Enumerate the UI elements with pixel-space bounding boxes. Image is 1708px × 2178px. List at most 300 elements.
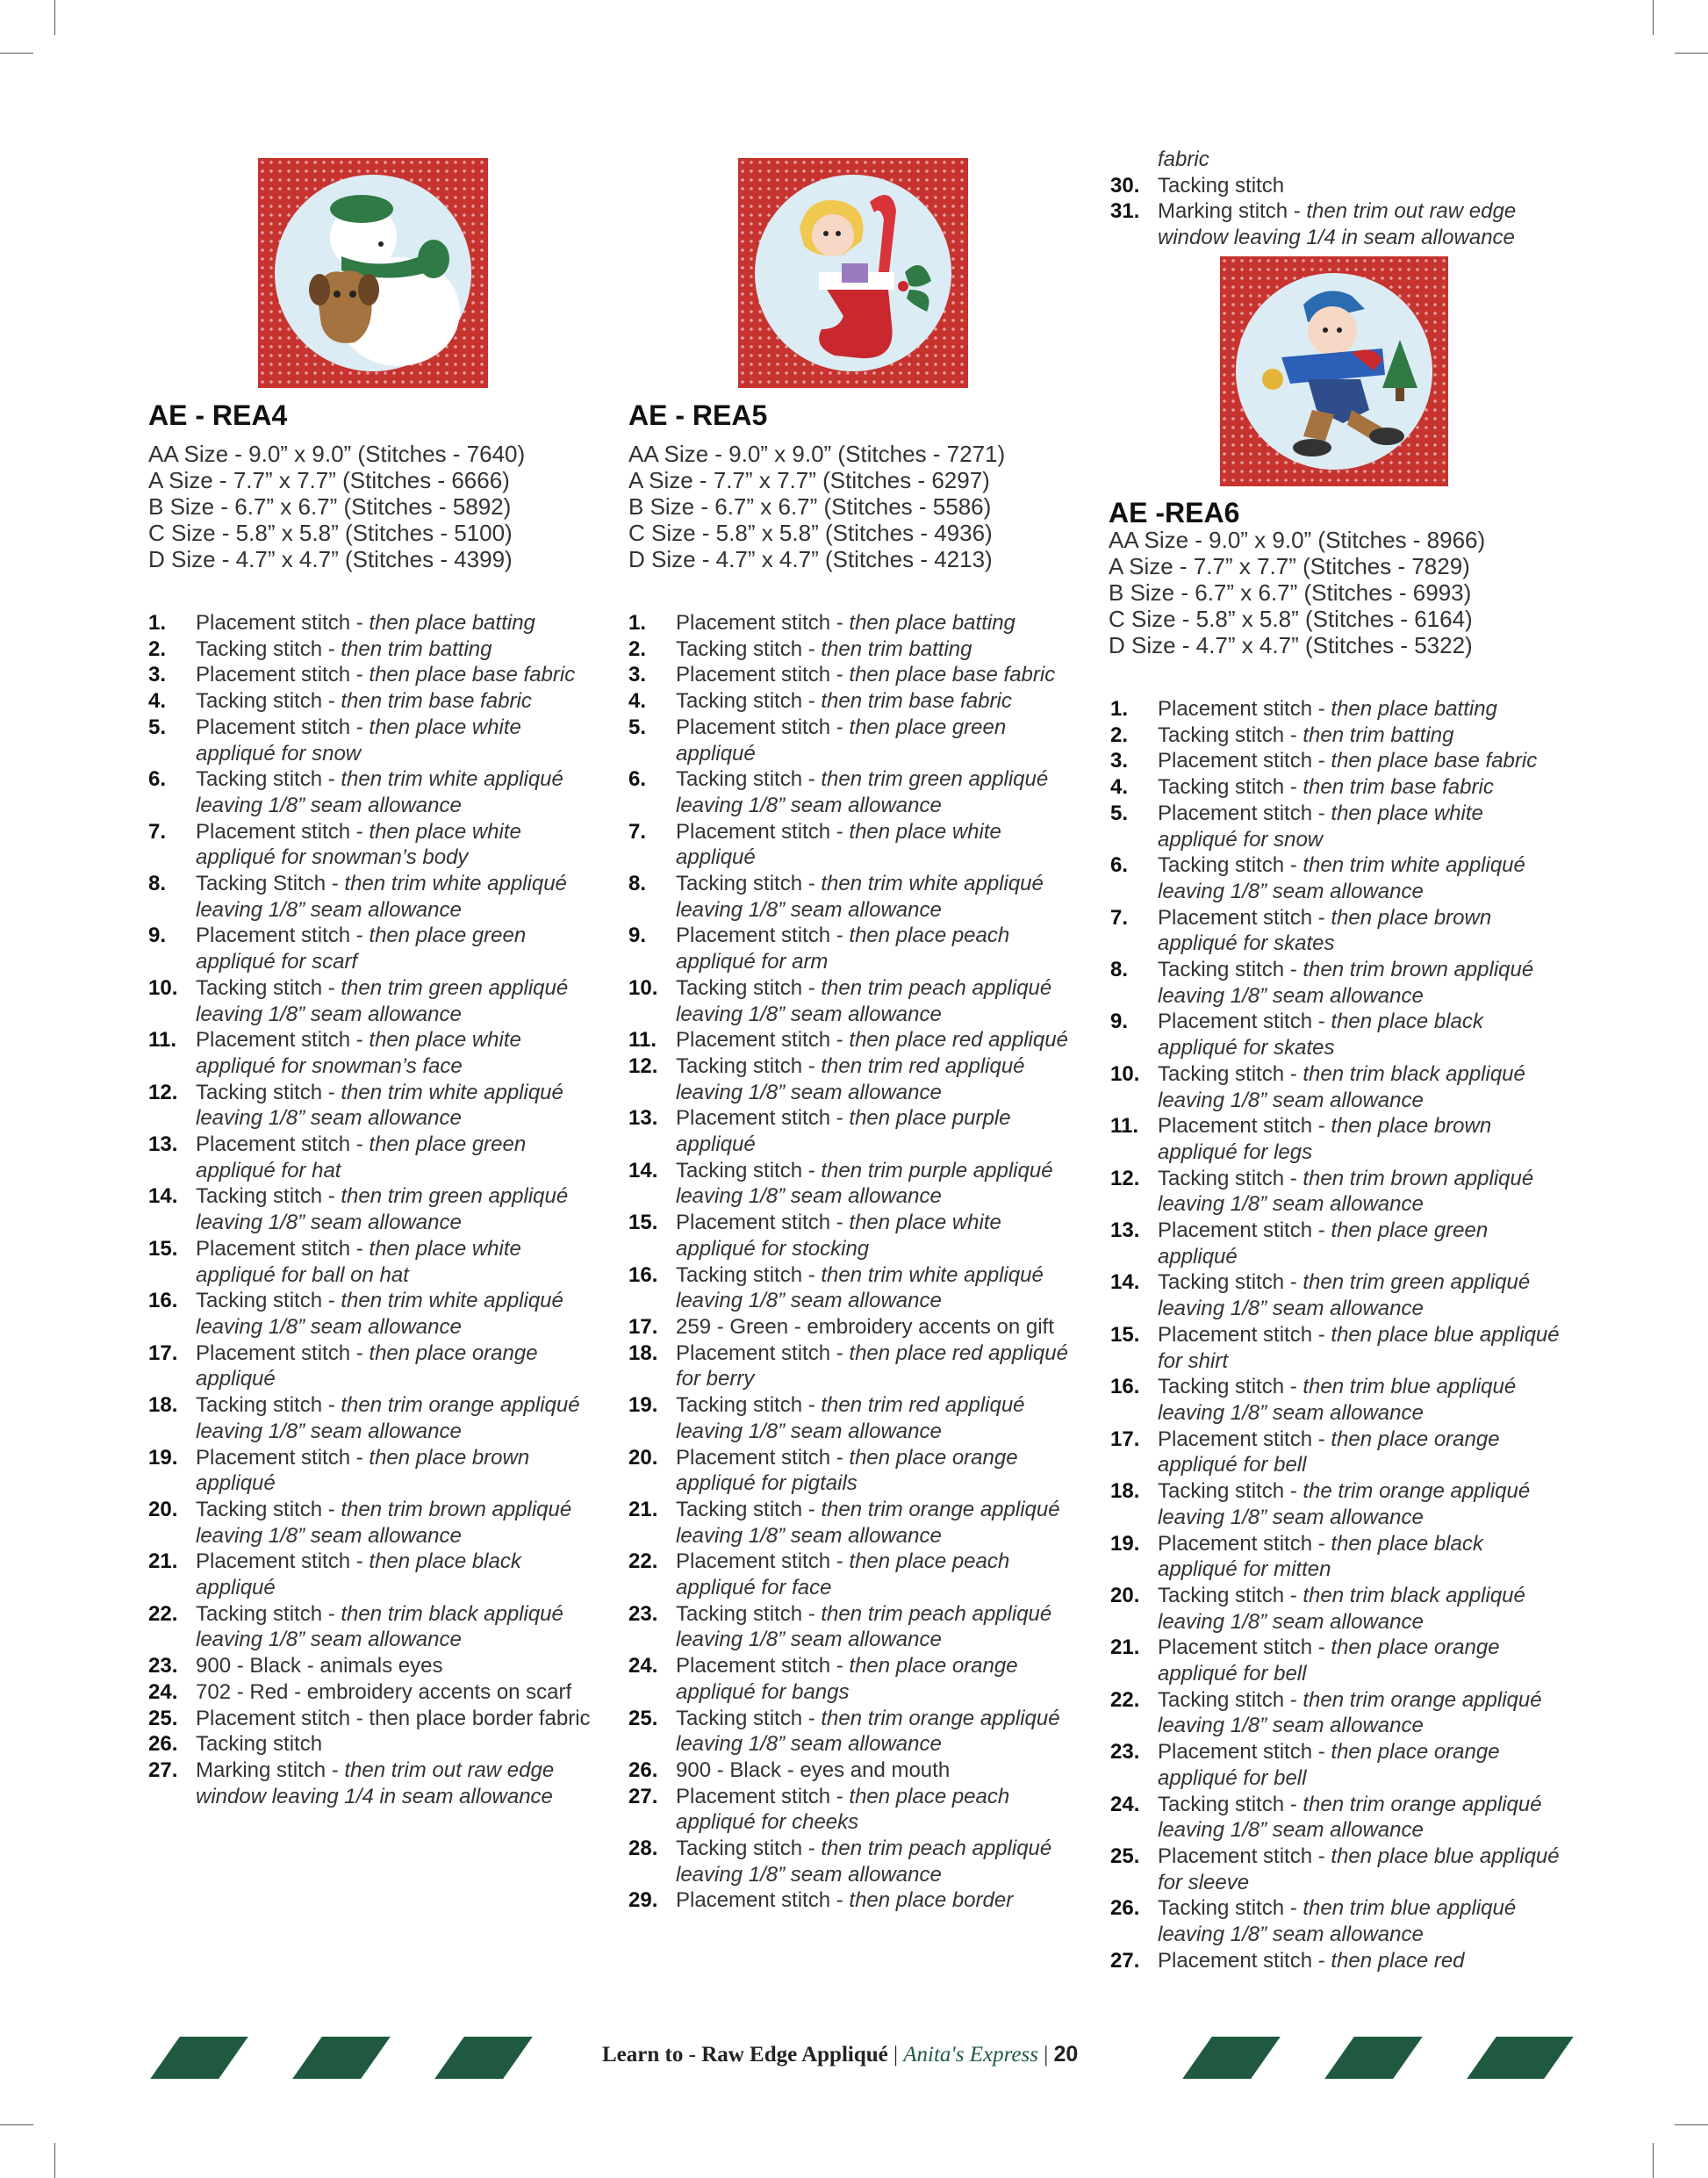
- step-number: 8.: [628, 872, 647, 896]
- size-item: D Size - 4.7” x 4.7” (Stitches - 4213): [628, 546, 993, 572]
- step-action: Placement stitch -: [676, 611, 850, 635]
- step-action: Placement stitch -: [1158, 1427, 1331, 1451]
- design-title-rea5: AE - REA5: [628, 399, 768, 431]
- design-image-rea5: [738, 158, 968, 388]
- step-action: Placement stitch -: [676, 819, 850, 844]
- step-number: 27.: [148, 1757, 178, 1782]
- step-action: Placement stitch -: [1158, 1010, 1331, 1034]
- step-item: [148, 1183, 596, 1235]
- step-action: Placement stitch -: [676, 1888, 850, 1913]
- step-instruction: then trim green appliqué leaving 1/8” seam allowance: [196, 1184, 569, 1235]
- step-instruction: then place batting: [849, 611, 1015, 635]
- step-item: [1110, 1478, 1567, 1530]
- step-item: [148, 1236, 596, 1288]
- step-item: [628, 1105, 1085, 1157]
- step-item: [1110, 774, 1567, 801]
- step-instruction: then trim brown appliqué leaving 1/8” seam allowance: [1158, 1166, 1534, 1217]
- step-action: Marking stitch -: [1158, 199, 1307, 224]
- step-number: 7.: [628, 819, 647, 844]
- step-action: Marking stitch -: [196, 1757, 345, 1782]
- step-instruction: then place brown appliqué for skates: [1158, 905, 1492, 956]
- step-item: [1110, 1009, 1567, 1060]
- step-instruction: then trim black appliqué leaving 1/8” seam allowance: [1158, 1583, 1525, 1634]
- step-instruction: then place blue appliqué for shirt: [1158, 1322, 1560, 1373]
- step-item: [628, 1836, 1085, 1887]
- step-action: Tacking stitch -: [1158, 1375, 1303, 1399]
- step-instruction: then place white appliqué for snow: [196, 715, 521, 766]
- step-instruction: then trim orange appliqué leaving 1/8” seam allowance: [1158, 1792, 1542, 1843]
- step-action: Placement stitch -: [196, 1549, 370, 1574]
- footer-separator: -: [683, 2043, 702, 2067]
- footer-brand: Anita's Express: [903, 2043, 1038, 2067]
- step-number: 10.: [1110, 1061, 1140, 1086]
- step-instruction: then trim white appliqué leaving 1/8” seam allowance: [196, 1289, 563, 1339]
- step-number: 19.: [1110, 1531, 1140, 1556]
- step-instruction: then trim green appliqué leaving 1/8” seam allowance: [196, 975, 569, 1026]
- step-number: 9.: [1110, 1010, 1129, 1034]
- step-instruction: then place red appliqué for berry: [676, 1341, 1068, 1391]
- step-number: 13.: [628, 1106, 658, 1131]
- step-number: 5.: [1110, 801, 1129, 825]
- step-action: Placement stitch -: [196, 1132, 370, 1157]
- step-item: [628, 1262, 1085, 1314]
- design-image-rea6: [1220, 256, 1448, 486]
- step-action: Tacking stitch -: [1158, 1583, 1303, 1607]
- step-number: 12.: [1110, 1166, 1140, 1190]
- size-item: C Size - 5.8” x 5.8” (Stitches - 6164): [1109, 606, 1473, 632]
- step-item: [628, 1757, 1085, 1784]
- step-number: 26.: [628, 1757, 658, 1782]
- step-number: 15.: [1110, 1322, 1140, 1347]
- step-item: [1110, 1269, 1567, 1321]
- step-item: [628, 1784, 1085, 1836]
- step-item: [628, 1601, 1085, 1653]
- step-action: Placement stitch -: [676, 1341, 850, 1365]
- step-instruction: then trim brown appliqué leaving 1/8” seam allowance: [196, 1497, 572, 1548]
- step-action: Tacking stitch -: [1158, 1061, 1303, 1086]
- step-item: [1110, 696, 1567, 722]
- step-number: 5.: [628, 715, 647, 739]
- step-item: [1110, 198, 1567, 250]
- step-action: Placement stitch -: [196, 611, 370, 635]
- skater-boy-applique-icon: [1220, 256, 1448, 486]
- step-number: 22.: [628, 1549, 658, 1574]
- step-item: [628, 923, 1085, 974]
- step-list-rea5: [628, 610, 1085, 1914]
- step-number: 18.: [628, 1341, 658, 1365]
- step-item: [1110, 1374, 1567, 1426]
- step-action: Placement stitch -: [1158, 801, 1331, 825]
- step-item: [148, 975, 596, 1027]
- step-action: Tacking stitch -: [676, 872, 822, 896]
- step-instruction: then place brown appliqué: [196, 1445, 530, 1496]
- step-instruction: then place base fabric: [849, 663, 1056, 687]
- step-number: 3.: [628, 663, 647, 687]
- step-action: Placement stitch -: [676, 1549, 850, 1574]
- step-number: 5.: [148, 715, 167, 739]
- step-instruction: then trim out raw edge window leaving 1/4 in seam allowance: [196, 1757, 555, 1808]
- step-item: [148, 1288, 596, 1340]
- step-action: Placement stitch - then place border fabric: [196, 1706, 591, 1730]
- step-instruction: then place red appliqué: [849, 1028, 1068, 1053]
- step-number: 23.: [1110, 1740, 1140, 1765]
- step-instruction: then trim peach appliqué leaving 1/8” seam allowance: [676, 1837, 1052, 1887]
- step-item: [628, 1549, 1085, 1600]
- step-item: [1110, 1792, 1567, 1844]
- step-number: 9.: [148, 924, 167, 948]
- step-number: 7.: [148, 819, 167, 844]
- step-item: [148, 1679, 596, 1706]
- step-action: 900 - Black - eyes and mouth: [676, 1757, 951, 1782]
- step-action: Tacking stitch -: [196, 1289, 341, 1313]
- step-instruction: then trim blue appliqué leaving 1/8” seam allowance: [1158, 1896, 1517, 1947]
- step-action: Tacking stitch -: [196, 1497, 341, 1521]
- step-instruction: then place green appliqué: [1158, 1218, 1489, 1269]
- step-item: [148, 1706, 596, 1732]
- step-number: 17.: [1110, 1427, 1140, 1451]
- step-instruction: then trim green appliqué leaving 1/8” seam allowance: [676, 767, 1049, 817]
- step-action: Placement stitch -: [196, 924, 370, 948]
- step-number: 2.: [148, 636, 167, 661]
- step-number: 11.: [1110, 1114, 1139, 1139]
- step-item: [628, 1706, 1085, 1757]
- step-number: 26.: [148, 1732, 178, 1757]
- step-instruction: then trim batting: [821, 636, 972, 661]
- step-item: [628, 975, 1085, 1027]
- step-number: 24.: [148, 1679, 178, 1704]
- step-number: 12.: [148, 1080, 178, 1104]
- step-action: Placement stitch -: [1158, 697, 1331, 721]
- step-instruction: then trim white appliqué leaving 1/8” seam allowance: [676, 872, 1044, 922]
- step-action: Placement stitch -: [676, 1654, 850, 1678]
- snowman-dog-applique-icon: [258, 158, 488, 388]
- step-instruction: then trim peach appliqué leaving 1/8” seam allowance: [676, 975, 1052, 1026]
- step-instruction: then place green appliqué: [676, 715, 1007, 766]
- step-instruction: then trim brown appliqué leaving 1/8” seam allowance: [1158, 958, 1534, 1008]
- size-list-rea4: [148, 441, 605, 572]
- step-item: [1110, 1531, 1567, 1583]
- crop-mark: [1675, 2124, 1708, 2125]
- step-item: [148, 1549, 596, 1600]
- step-instruction: then trim white appliqué leaving 1/8” seam allowance: [676, 1262, 1044, 1313]
- footer-stripe: [1182, 2037, 1281, 2079]
- step-instruction: then place white appliqué for snowman’s body: [196, 819, 521, 870]
- step-item: [148, 662, 596, 688]
- step-item: [628, 1210, 1085, 1262]
- step-item: [1110, 852, 1567, 904]
- step-instruction: then trim green appliqué leaving 1/8” seam allowance: [1158, 1270, 1531, 1321]
- step-item: [148, 1027, 596, 1079]
- design-title-rea6: AE -REA6: [1109, 497, 1240, 528]
- step-action: Placement stitch -: [676, 1106, 850, 1131]
- step-number: 25.: [1110, 1844, 1140, 1868]
- step-item: [1110, 147, 1567, 173]
- step-instruction: then place green appliqué for hat: [196, 1132, 527, 1182]
- step-action: Tacking stitch -: [1158, 1270, 1303, 1295]
- step-number: 4.: [1110, 775, 1129, 800]
- step-instruction: then place blue appliqué for sleeve: [1158, 1844, 1560, 1894]
- step-number: 10.: [148, 975, 178, 1000]
- step-item: [1110, 1895, 1567, 1947]
- step-item: [148, 1757, 596, 1809]
- step-action: Placement stitch -: [1158, 1322, 1331, 1347]
- step-item: [1110, 722, 1567, 749]
- step-item: [628, 1341, 1085, 1392]
- step-number: 8.: [1110, 958, 1129, 982]
- size-item: AA Size - 9.0” x 9.0” (Stitches - 7271): [628, 441, 1006, 467]
- step-action: Tacking stitch -: [1158, 1792, 1303, 1816]
- step-item: [148, 923, 596, 974]
- step-item: [628, 1158, 1085, 1210]
- step-action: Tacking stitch -: [1158, 853, 1303, 878]
- step-instruction: then trim orange appliqué leaving 1/8” seam allowance: [1158, 1687, 1542, 1738]
- step-number: 19.: [628, 1393, 658, 1418]
- step-action: Placement stitch -: [196, 1028, 370, 1053]
- step-action: Placement stitch -: [196, 819, 370, 844]
- step-instruction: then place base fabric: [369, 663, 576, 687]
- step-item: [1110, 1218, 1567, 1269]
- step-action: Placement stitch -: [1158, 749, 1331, 773]
- design-image-rea4: [258, 158, 488, 388]
- crop-mark: [0, 53, 33, 54]
- step-instruction: then trim base fabric: [341, 689, 532, 714]
- step-number: 22.: [1110, 1687, 1140, 1712]
- step-instruction: then place peach appliqué for face: [676, 1549, 1010, 1600]
- size-item: B Size - 6.7” x 6.7” (Stitches - 6993): [1109, 579, 1472, 606]
- step-instruction: then place orange appliqué for bell: [1158, 1635, 1500, 1686]
- step-instruction: then place white appliqué for snowman’s face: [196, 1028, 521, 1078]
- step-action: Tacking stitch -: [1158, 722, 1303, 747]
- step-item: [148, 871, 596, 923]
- step-action: Placement stitch -: [676, 1028, 850, 1053]
- step-number: 19.: [148, 1445, 178, 1470]
- step-action: Tacking stitch -: [196, 1601, 341, 1626]
- step-number: 3.: [148, 663, 167, 687]
- footer-caption: Learn to - Raw Edge Appliqué | Anita's Express | 20: [602, 2042, 1079, 2067]
- step-number: 16.: [1110, 1375, 1140, 1399]
- step-item: [628, 1392, 1085, 1444]
- step-number: 21.: [148, 1549, 178, 1574]
- step-item: [1110, 1061, 1567, 1113]
- step-item: [1110, 957, 1567, 1009]
- step-number: 10.: [628, 975, 658, 1000]
- step-instruction: then place border: [849, 1888, 1014, 1913]
- step-number: 23.: [628, 1601, 658, 1626]
- step-instruction: then place black appliqué for skates: [1158, 1010, 1483, 1060]
- step-instruction: then place base fabric: [1331, 749, 1538, 773]
- step-number: 20.: [148, 1497, 178, 1521]
- size-item: D Size - 4.7” x 4.7” (Stitches - 5322): [1109, 632, 1473, 658]
- step-action: Placement stitch -: [1158, 1218, 1331, 1243]
- step-list-rea4: [148, 610, 596, 1809]
- step-action: Placement stitch -: [1158, 1948, 1331, 1973]
- step-item: [1110, 1583, 1567, 1635]
- step-action: Placement stitch -: [1158, 1531, 1331, 1556]
- step-number: 21.: [1110, 1635, 1140, 1660]
- step-instruction: then trim white appliqué leaving 1/8” seam allowance: [196, 767, 563, 817]
- crop-mark: [0, 2124, 33, 2125]
- step-number: 15.: [628, 1211, 658, 1235]
- size-item: C Size - 5.8” x 5.8” (Stitches - 5100): [148, 520, 513, 546]
- step-instruction: then trim batting: [1303, 722, 1454, 747]
- step-item: [628, 715, 1085, 766]
- step-action: Placement stitch -: [196, 663, 370, 687]
- step-number: 6.: [1110, 853, 1129, 878]
- step-item: [628, 1887, 1085, 1914]
- step-item: [1110, 748, 1567, 774]
- step-item: [628, 1027, 1085, 1053]
- step-number: 6.: [628, 767, 647, 792]
- step-number: 18.: [148, 1393, 178, 1418]
- step-instruction: then place batting: [369, 611, 535, 635]
- step-instruction: then trim out raw edge window leaving 1/4 in seam allowance: [1158, 199, 1517, 250]
- step-instruction: then place white appliqué for snow: [1158, 801, 1483, 852]
- step-item: [1110, 1739, 1567, 1791]
- step-action: Placement stitch -: [196, 715, 370, 739]
- step-instruction: then place orange appliqué for bell: [1158, 1427, 1500, 1477]
- step-item: [148, 1497, 596, 1549]
- step-instruction: then place orange appliqué for pigtails: [676, 1445, 1018, 1496]
- step-instruction: then place purple appliqué: [676, 1106, 1011, 1157]
- step-action: Tacking stitch -: [676, 689, 822, 714]
- step-instruction: then trim red appliqué leaving 1/8” seam allowance: [676, 1053, 1025, 1104]
- step-action: Tacking stitch -: [676, 975, 822, 1000]
- step-action: Tacking stitch -: [196, 636, 341, 661]
- step-item: [148, 610, 596, 636]
- continued-step-list-rea5: [1110, 147, 1567, 251]
- step-item: [148, 1445, 596, 1497]
- step-number: 24.: [1110, 1792, 1140, 1816]
- step-instruction: then trim base fabric: [1303, 775, 1494, 800]
- step-item: [148, 819, 596, 871]
- step-item: [628, 871, 1085, 923]
- step-number: 14.: [148, 1184, 178, 1209]
- step-action: Tacking stitch -: [1158, 775, 1303, 800]
- crop-mark: [1675, 53, 1708, 54]
- step-action: Tacking stitch -: [196, 689, 341, 714]
- step-action: Tacking stitch -: [196, 975, 341, 1000]
- footer-stripe: [1324, 2037, 1423, 2079]
- step-action: 259 - Green - embroidery accents on gift: [676, 1314, 1054, 1339]
- step-instruction: then trim orange appliqué leaving 1/8” seam allowance: [676, 1497, 1060, 1548]
- step-number: 21.: [628, 1497, 658, 1521]
- step-item: [628, 1653, 1085, 1705]
- step-action: Placement stitch -: [676, 715, 850, 739]
- step-action: Tacking stitch -: [676, 636, 822, 661]
- step-action: Tacking stitch -: [1158, 1687, 1303, 1712]
- step-instruction: then place batting: [1331, 697, 1497, 721]
- step-action: Tacking stitch -: [676, 1497, 822, 1521]
- step-number: 29.: [628, 1888, 658, 1913]
- step-number: 11.: [628, 1028, 657, 1053]
- step-number: 18.: [1110, 1479, 1140, 1504]
- step-number: 28.: [628, 1837, 658, 1861]
- step-action: Tacking stitch -: [676, 1262, 822, 1287]
- step-item: [628, 819, 1085, 871]
- step-instruction: then trim peach appliqué leaving 1/8” seam allowance: [676, 1601, 1052, 1652]
- step-action: Placement stitch -: [1158, 1740, 1331, 1765]
- step-action: Placement stitch -: [676, 1445, 850, 1470]
- step-number: 13.: [1110, 1218, 1140, 1243]
- step-number: 15.: [148, 1236, 178, 1261]
- step-instruction: then place orange appliqué for bangs: [676, 1654, 1018, 1704]
- step-item: [148, 1132, 596, 1183]
- step-item: [148, 715, 596, 766]
- step-instruction: then place white appliqué for stocking: [676, 1211, 1001, 1261]
- step-item: [1110, 905, 1567, 957]
- step-action: Tacking stitch -: [676, 1393, 822, 1418]
- step-action: Tacking stitch -: [676, 1053, 822, 1078]
- step-number: 22.: [148, 1601, 178, 1626]
- step-number: 2.: [1110, 722, 1129, 747]
- step-action: Placement stitch -: [676, 1211, 850, 1235]
- size-item: A Size - 7.7” x 7.7” (Stitches - 6666): [148, 467, 510, 493]
- step-action: Placement stitch -: [196, 1341, 370, 1365]
- footer-stripe: [150, 2037, 248, 2079]
- step-number: 2.: [628, 636, 647, 661]
- step-instruction: then place red: [1331, 1948, 1465, 1973]
- size-item: A Size - 7.7” x 7.7” (Stitches - 7829): [1109, 553, 1470, 579]
- step-item: [148, 766, 596, 818]
- step-item: [628, 688, 1085, 715]
- step-item: [1110, 1687, 1567, 1739]
- step-action: 702 - Red - embroidery accents on scarf: [196, 1679, 572, 1704]
- step-number: 31.: [1110, 199, 1140, 224]
- step-number: 13.: [148, 1132, 178, 1157]
- step-number: 27.: [628, 1784, 658, 1808]
- step-list-rea6: [1110, 696, 1567, 1973]
- footer-stripe: [1467, 2037, 1574, 2079]
- step-number: 12.: [628, 1053, 658, 1078]
- step-instruction: then trim black appliqué leaving 1/8” seam allowance: [196, 1601, 563, 1652]
- step-action: Placement stitch -: [676, 924, 850, 948]
- step-number: 3.: [1110, 749, 1129, 773]
- step-action: Tacking stitch -: [196, 767, 341, 792]
- step-number: 1.: [1110, 697, 1129, 721]
- step-instruction: then place white appliqué for ball on hat: [196, 1236, 521, 1287]
- footer-stripe: [434, 2037, 533, 2079]
- step-number: 14.: [628, 1158, 658, 1182]
- crop-mark: [1653, 2143, 1654, 2178]
- step-action: Tacking stitch: [196, 1732, 323, 1757]
- step-number: 14.: [1110, 1270, 1140, 1295]
- step-number: 27.: [1110, 1948, 1140, 1973]
- step-instruction: then place peach appliqué for arm: [676, 924, 1010, 974]
- step-item: [1110, 1427, 1567, 1478]
- step-item: [1110, 1844, 1567, 1895]
- size-item: AA Size - 9.0” x 9.0” (Stitches - 7640): [148, 441, 526, 467]
- step-action: Tacking stitch -: [1158, 1896, 1303, 1921]
- size-list-rea5: [628, 441, 1085, 572]
- step-action: Tacking stitch -: [676, 1158, 822, 1182]
- step-item: [1110, 801, 1567, 852]
- step-item: [148, 636, 596, 663]
- step-action: Tacking Stitch -: [196, 872, 345, 896]
- crop-mark: [54, 0, 55, 35]
- step-number: 4.: [628, 689, 647, 714]
- step-action: Placement stitch -: [1158, 1114, 1331, 1139]
- size-list-rea6: [1109, 527, 1565, 658]
- footer-learn: Learn to: [602, 2043, 684, 2067]
- step-item: [1110, 1635, 1567, 1686]
- step-number: 17.: [148, 1341, 178, 1365]
- step-number: 24.: [628, 1654, 658, 1678]
- size-item: C Size - 5.8” x 5.8” (Stitches - 4936): [628, 520, 993, 546]
- step-action: Placement stitch -: [1158, 1844, 1331, 1868]
- design-title-rea4: AE - REA4: [148, 399, 288, 431]
- step-number: 7.: [1110, 905, 1129, 930]
- step-action: Tacking stitch -: [1158, 1166, 1303, 1190]
